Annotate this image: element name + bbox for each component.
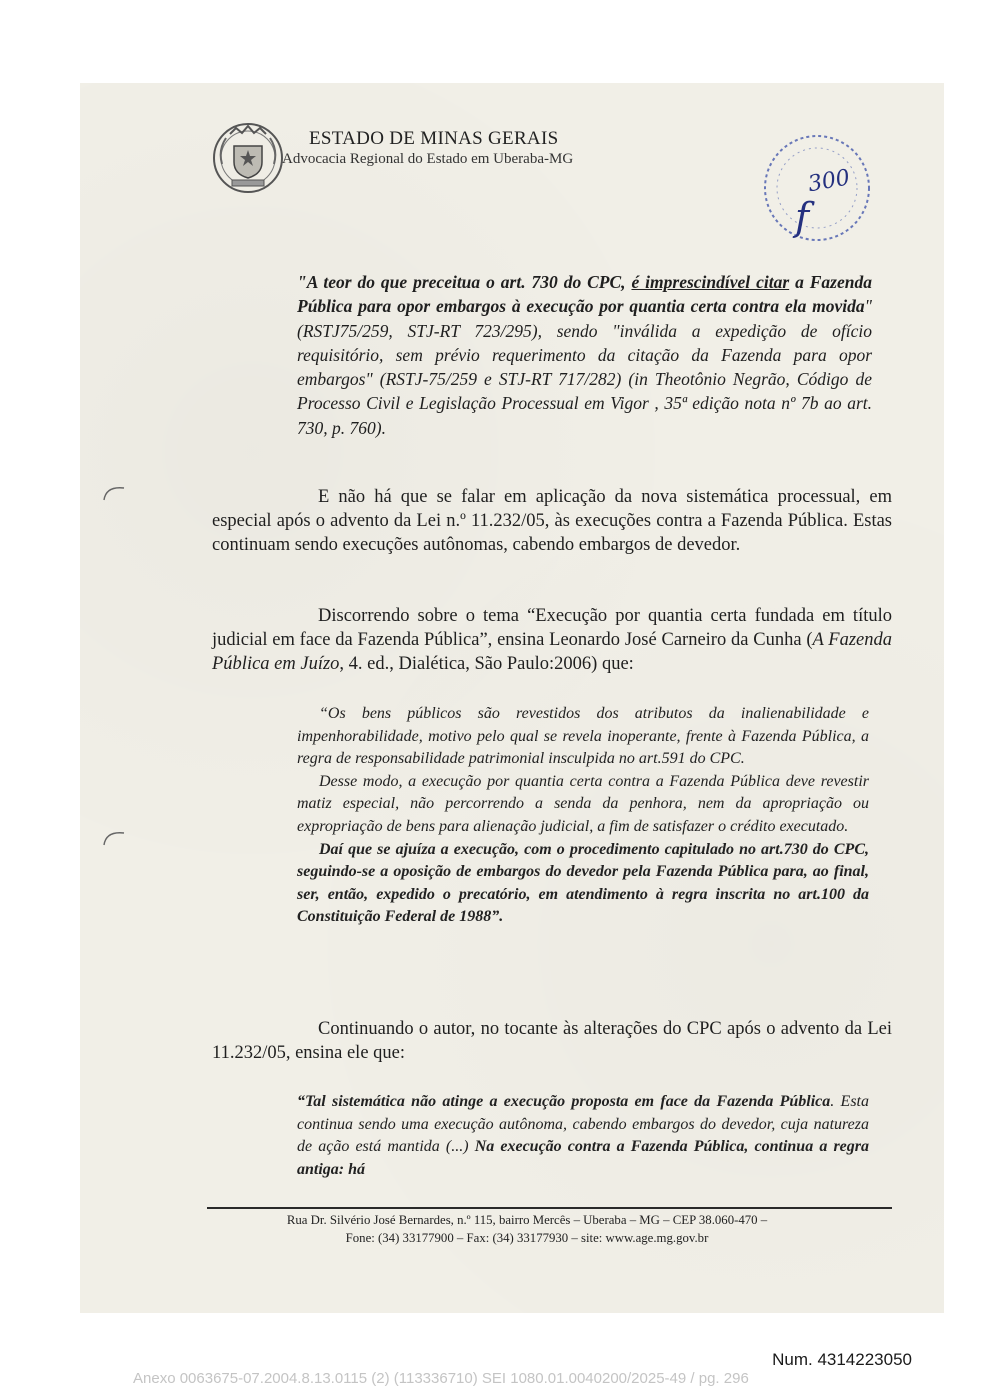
header-subtitle: Advocacia Regional do Estado em Uberaba-MG: [282, 151, 574, 167]
punch-hole: [100, 480, 128, 508]
page-number-stamp: [757, 128, 877, 248]
body-paragraph: E não há que se falar em aplicação da nova sistemática processual, em especial após o advento da Lei n.º 11.232/05, às execuções contra a Fazenda Pública. Estas continuam sendo execuções autônomas, cabendo embargos de devedor.: [212, 487, 892, 555]
header-title: ESTADO DE MINAS GERAIS: [309, 128, 559, 149]
footer-contact: Fone: (34) 33177900 – Fax: (34) 33177930 – site: www.age.mg.gov.br: [345, 1231, 709, 1245]
coat-of-arms-icon: [210, 120, 286, 196]
annex-watermark: Anexo 0063675-07.2004.8.13.0115 (2) (113336710) SEI 1080.01.0040200/2025-49 / pg. 296: [133, 1370, 749, 1387]
footer-divider: [207, 1207, 892, 1209]
body-paragraph: Continuando o autor, no tocante às alterações do CPC após o advento da Lei 11.232/05, ensina ele que:: [212, 1019, 892, 1063]
stamp-number: 300: [806, 165, 852, 198]
stamp-initial: f: [795, 195, 810, 239]
jurisprudence-quote: "A teor do que preceitua o art. 730 do CPC, é imprescindível citar a Fazenda Pública para opor embargos à execução por quantia certa contra ela movida" (RSTJ75/259, STJ-RT 723/295), sendo "inválida a expedição de ofício requisitório, sem prévio requerimento da citação da Fazenda para opor embargos" (RSTJ-75/259 e STJ-RT 717/282) (in Theotônio Negrão, Código de Processo Civil e Legislação Processual em Vigor , 35ª edição nota nº 7b ao art. 730, p. 760).: [297, 272, 872, 438]
doctrine-quote: “Os bens públicos são revestidos dos atributos da inalienabilidade e impenhorabilidade, motivo pelo qual se revela inoperante, frente à Fazenda Pública, a regra de responsabilidade patrimonial insculpida no art.591 do CPC. Desse modo, a execução por quantia certa contra a Fazenda Pública deve revestir matiz especial, não percorrendo a senda da penhora, nem da apropriação ou expropriação de bens para alienação judicial, a fim de satisfazer o crédito executado. Daí que se ajuíza a execução, com o procedimento capitulado no art.730 do CPC, seguindo-se a oposição de embargos do devedor pela Fazenda Pública para, ao final, ser, então, expedido o precatório, em atendimento à regra inscrita no art.100 da Constituição Federal de 1988”.: [297, 705, 869, 926]
footer-address: Rua Dr. Silvério José Bernardes, n.º 115, bairro Mercês – Uberaba – MG – CEP 38.060-470 –: [286, 1213, 768, 1227]
body-paragraph: Discorrendo sobre o tema “Execução por quantia certa fundada em título judicial em face da Fazenda Pública”, ensina Leonardo José Carneiro da Cunha (A Fazenda Pública em Juízo, 4. ed., Dialética, São Paulo:2006) que:: [212, 606, 892, 674]
document-number: Num. 4314223050: [772, 1350, 912, 1369]
doctrine-quote: “Tal sistemática não atinge a execução proposta em face da Fazenda Pública. Esta continua sendo uma execução autônoma, cabendo embargos do devedor, cuja natureza de ação está mantida (...) Na execução contra a Fazenda Pública, continua a regra antiga: há: [297, 1093, 869, 1178]
punch-hole: [100, 825, 128, 853]
